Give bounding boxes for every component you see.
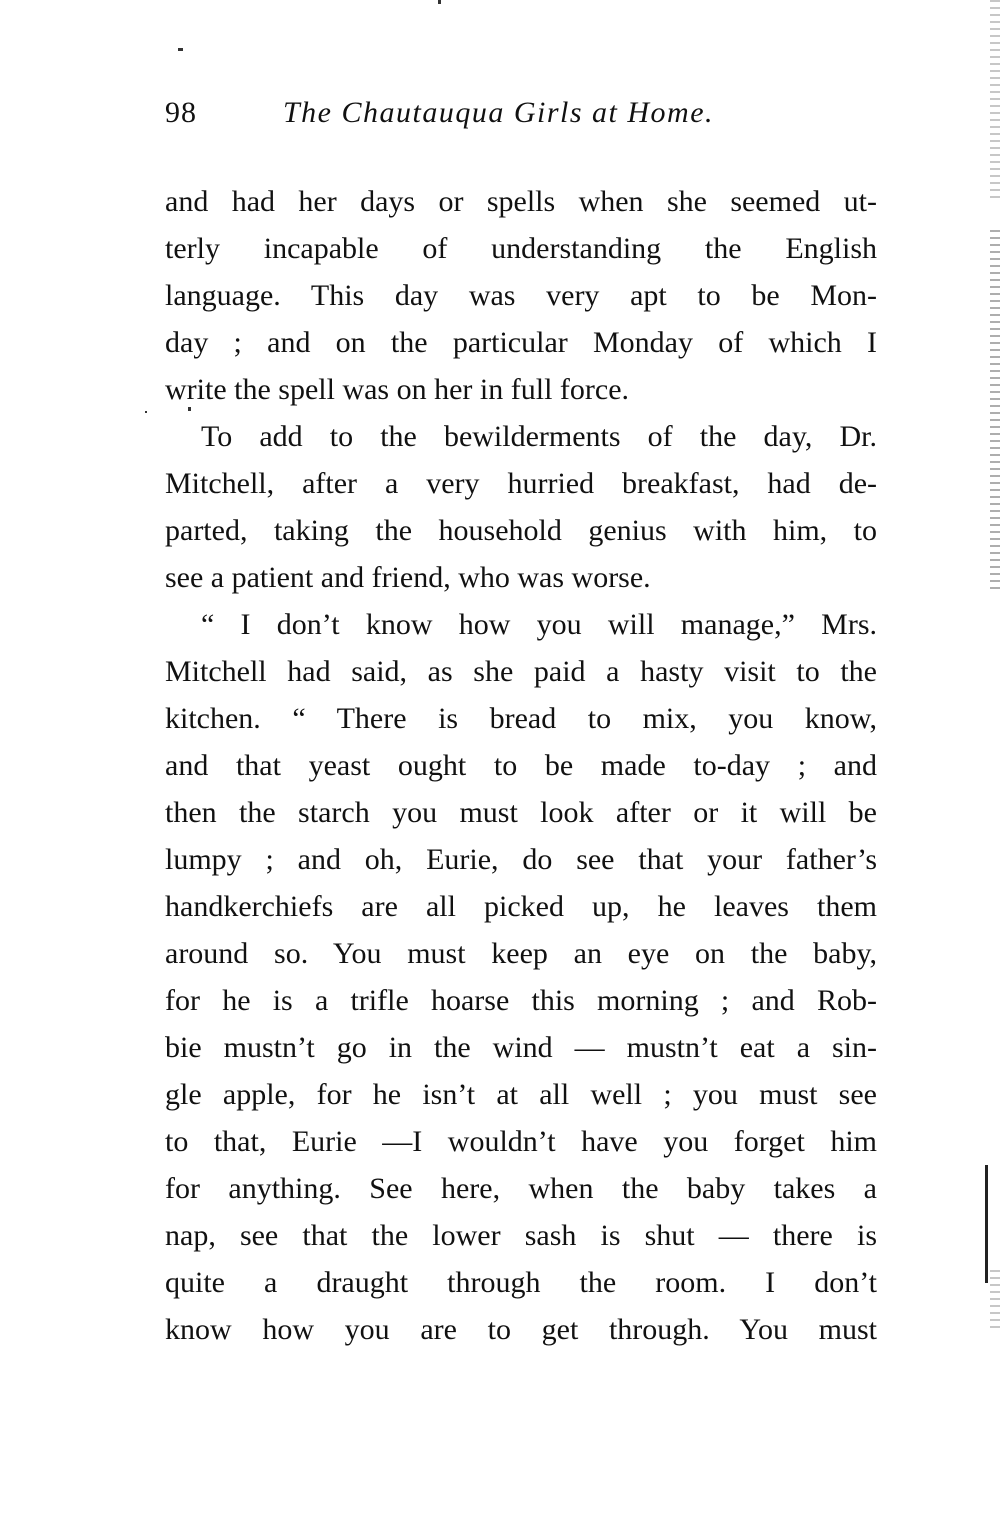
running-head — [165, 96, 885, 140]
book-title: The Chautauqua Girls at Home. — [283, 96, 715, 129]
text-line: and that yeast ought to be made to-day ; and — [165, 749, 877, 782]
text-line: know how you are to get through. You must — [165, 1313, 877, 1346]
scan-speck — [438, 0, 441, 4]
text-line: parted, taking the household genius with him, to — [165, 514, 877, 547]
text-line: gle apple, for he isn’t at all well ; you must see — [165, 1078, 877, 1111]
text-line: Mitchell, after a very hurried breakfast, had de- — [165, 467, 877, 500]
text-line: To add to the bewilderments of the day, Dr. — [201, 420, 877, 453]
text-line: for he is a trifle hoarse this morning ; and Rob- — [165, 984, 877, 1017]
text-line: bie mustn’t go in the wind — mustn’t eat a sin- — [165, 1031, 877, 1064]
text-line: around so. You must keep an eye on the baby, — [165, 937, 877, 970]
scan-edge-shadow — [990, 230, 1000, 590]
text-line: for anything. See here, when the baby takes a — [165, 1172, 877, 1205]
text-line: terly incapable of understanding the English — [165, 232, 877, 265]
text-line: handkerchiefs are all picked up, he leaves them — [165, 890, 877, 923]
text-line: lumpy ; and oh, Eurie, do see that your father’s — [165, 843, 877, 876]
scan-edge-shadow — [990, 0, 1000, 200]
text-line: quite a draught through the room. I don’t — [165, 1266, 877, 1299]
text-line: see a patient and friend, who was worse. — [165, 561, 651, 594]
text-line: language. This day was very apt to be Mon- — [165, 279, 877, 312]
text-line: Mitchell had said, as she paid a hasty visit to the — [165, 655, 877, 688]
page-number: 98 — [165, 96, 197, 129]
text-line: to that, Eurie —I wouldn’t have you forget him — [165, 1125, 877, 1158]
scan-speck — [188, 407, 191, 411]
text-line: write the spell was on her in full force. — [165, 373, 630, 406]
scan-edge-shadow — [990, 1270, 1000, 1330]
scan-edge-line — [985, 1165, 988, 1283]
text-line: “ I don’t know how you will manage,” Mrs. — [201, 608, 877, 641]
text-line: nap, see that the lower sash is shut — there is — [165, 1219, 877, 1252]
text-line: then the starch you must look after or it will be — [165, 796, 877, 829]
scan-speck — [145, 411, 147, 413]
text-line: kitchen. “ There is bread to mix, you know, — [165, 702, 877, 735]
body-text — [165, 178, 877, 1353]
scan-speck — [178, 48, 183, 51]
text-line: and had her days or spells when she seemed ut- — [165, 185, 877, 218]
text-line: day ; and on the particular Monday of which I — [165, 326, 877, 359]
